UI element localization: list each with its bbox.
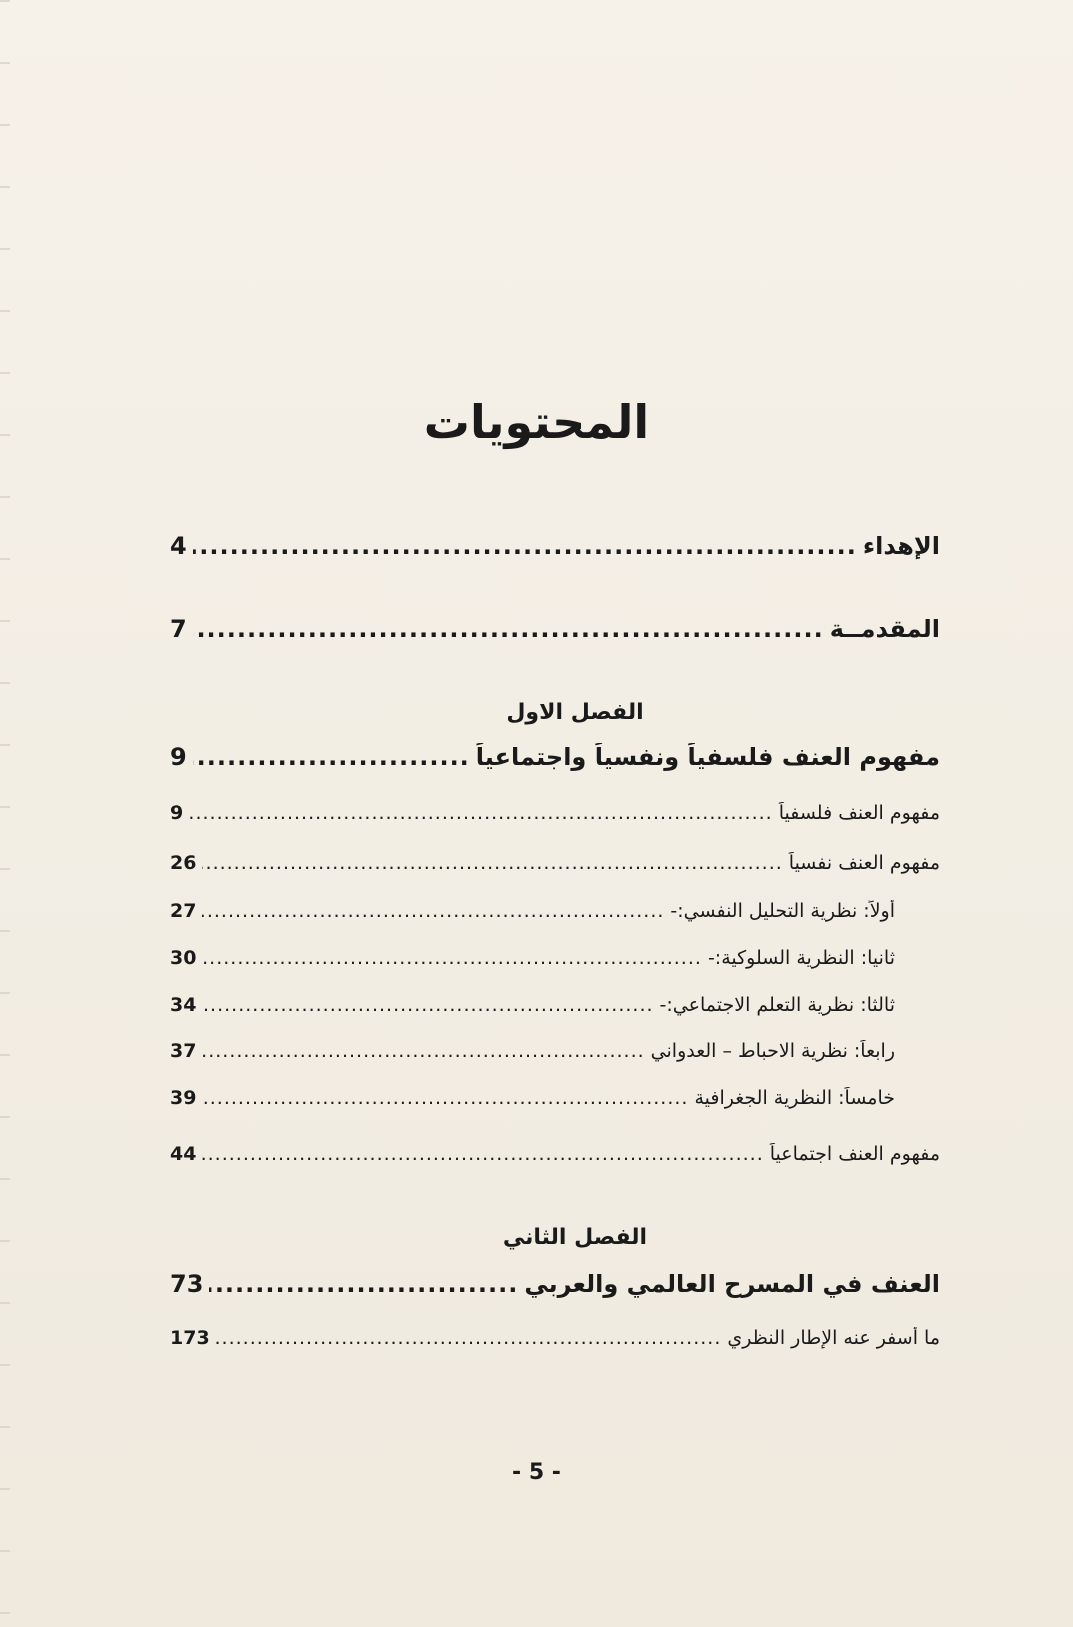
toc-label: مفهوم العنف فلسفياً	[778, 802, 940, 824]
toc-label: ما أسفر عنه الإطار النظري	[727, 1327, 940, 1349]
toc-page-number: 173	[170, 1327, 210, 1349]
toc-page-number: 34	[170, 994, 197, 1016]
toc-page-number: 44	[170, 1143, 197, 1165]
toc-label: مفهوم العنف اجتماعياً	[769, 1143, 940, 1165]
toc-label: مفهوم العنف نفسياً	[788, 852, 940, 874]
toc-entry	[170, 994, 895, 1016]
toc-label: ثانيا: النظرية السلوكية:-	[707, 947, 895, 969]
toc-label: خامساً: النظرية الجغرافية	[694, 1087, 895, 1109]
toc-page-number: 4	[170, 532, 187, 560]
toc-leader	[202, 1143, 763, 1165]
page-edge	[0, 0, 10, 1627]
toc-page-number: 9	[170, 743, 187, 771]
toc-leader	[193, 743, 470, 771]
toc-page-number: 26	[170, 852, 197, 874]
toc-leader	[209, 1270, 518, 1298]
toc-leader	[202, 900, 664, 922]
toc-label: الإهداء	[862, 532, 940, 560]
toc-label: العنف في المسرح العالمي والعربي	[524, 1270, 940, 1298]
toc-leader	[216, 1327, 722, 1349]
toc-label: مفهوم العنف فلسفياً ونفسياً واجتماعياً	[475, 743, 940, 771]
page-number: - 5 -	[512, 1460, 561, 1485]
toc-page-number: 73	[170, 1270, 204, 1298]
toc-label: رابعاً: نظرية الاحباط – العدواني	[650, 1040, 895, 1062]
toc-leader	[202, 852, 782, 874]
toc-entry-chapter-2-main	[170, 1270, 940, 1298]
toc-label: المقدمــة	[829, 615, 940, 643]
toc-page-number: 27	[170, 900, 197, 922]
toc-entry	[170, 1040, 895, 1062]
toc-entry	[170, 1143, 940, 1165]
toc-page-number: 9	[170, 802, 184, 824]
toc-entry-chapter-1-main	[170, 743, 940, 771]
page-title: المحتويات	[423, 395, 650, 449]
toc-page-number: 30	[170, 947, 197, 969]
toc-page-number: 7	[170, 615, 187, 643]
toc-leader	[202, 994, 653, 1016]
toc-leader	[202, 1040, 644, 1062]
toc-entry	[170, 852, 940, 874]
toc-entry	[170, 1087, 895, 1109]
toc-entry-introduction	[170, 615, 940, 643]
toc-leader	[193, 532, 857, 560]
toc-entry	[170, 900, 895, 922]
toc-label: ثالثا: نظرية التعلم الاجتماعي:-	[659, 994, 895, 1016]
toc-entry	[170, 1327, 940, 1349]
toc-label: أولاً: نظرية التحليل النفسي:-	[670, 900, 895, 922]
toc-leader	[202, 947, 701, 969]
toc-entry-dedication	[170, 532, 940, 560]
toc-page-number: 39	[170, 1087, 197, 1109]
toc-entry	[170, 802, 940, 824]
toc-leader	[189, 802, 772, 824]
toc-entry	[170, 947, 895, 969]
toc-leader	[193, 615, 824, 643]
chapter-2-heading: الفصل الثاني	[502, 1225, 648, 1250]
chapter-1-heading: الفصل الاول	[506, 700, 644, 725]
toc-page-number: 37	[170, 1040, 197, 1062]
toc-leader	[202, 1087, 688, 1109]
